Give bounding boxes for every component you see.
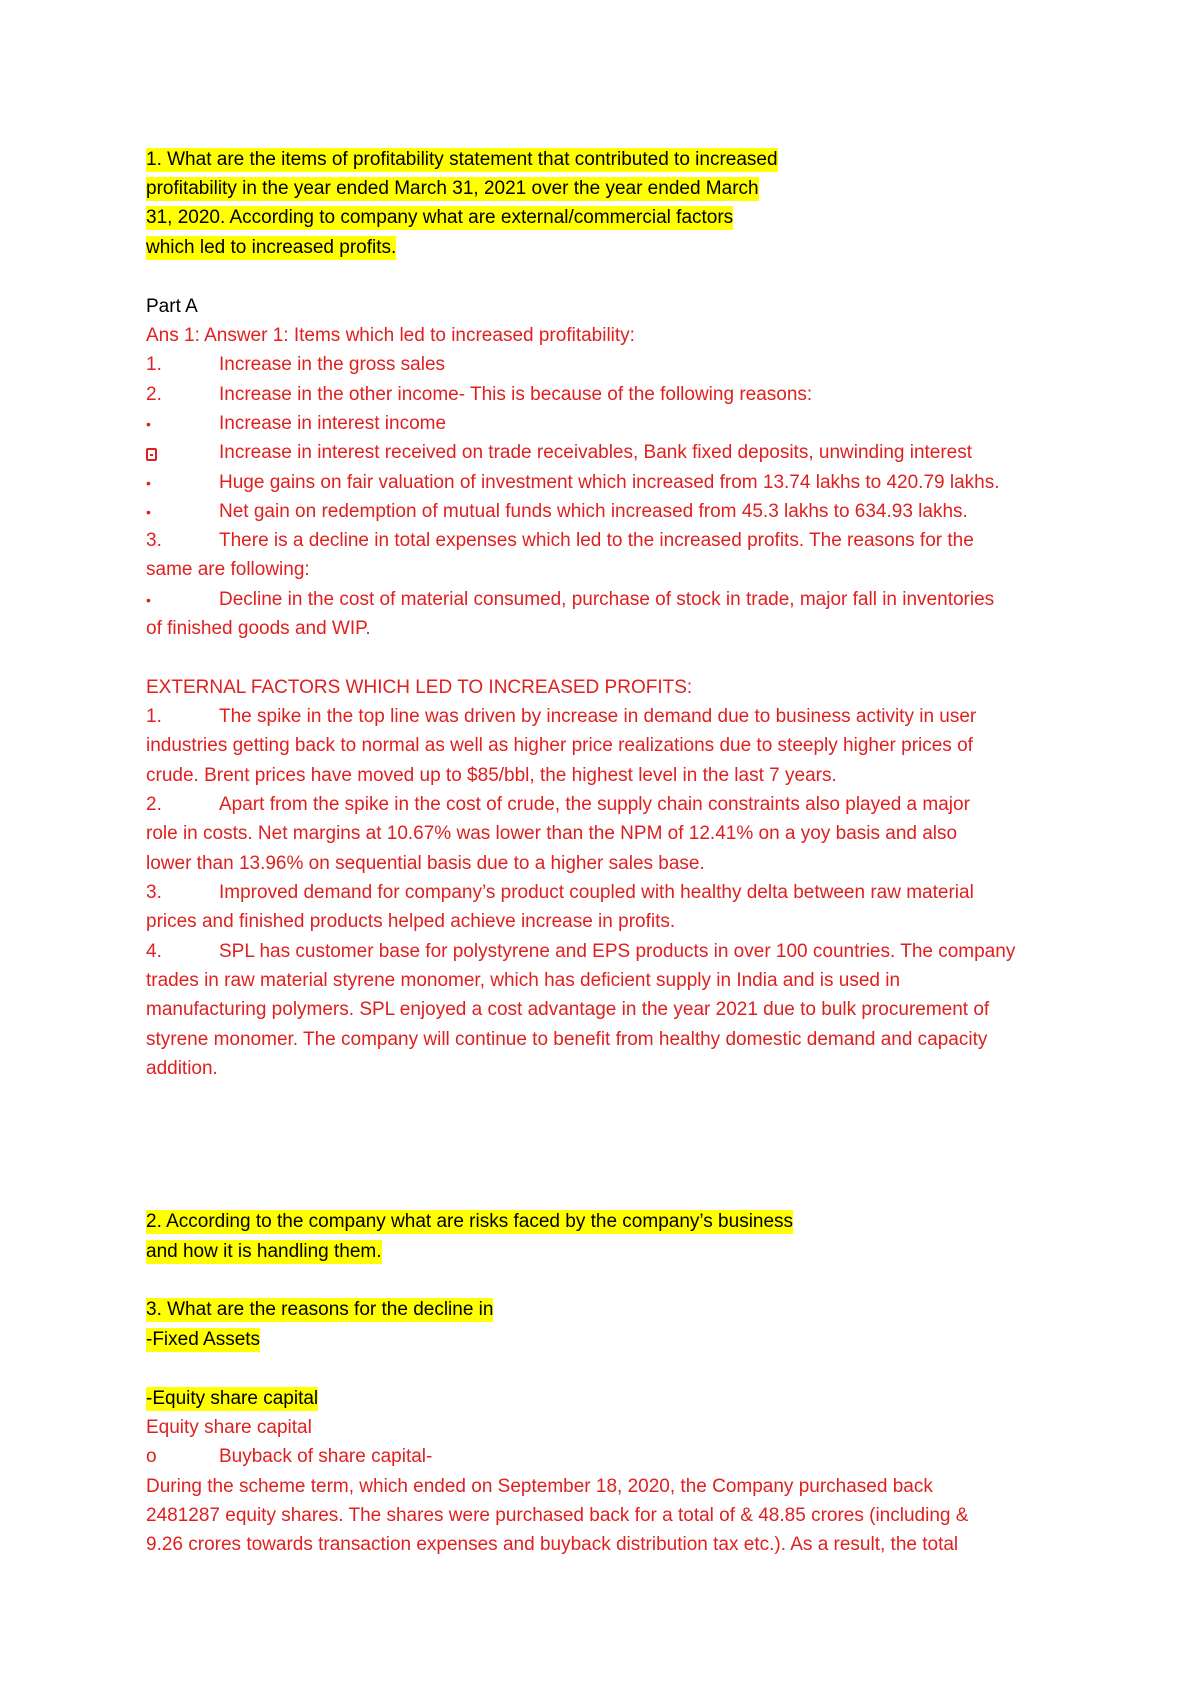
list-item: Huge gains on fair valuation of investment which increased from 13.74 lakhs to 420.79 lakhs. [219,472,1000,493]
paragraph-line: 2481287 equity shares. The shares were purchased back for a total of & 48.85 crores (including & [146,1505,969,1526]
list-marker: 2. [146,794,162,815]
paragraph-line: During the scheme term, which ended on September 18, 2020, the Company purchased back [146,1476,933,1497]
list-item-continuation: industries getting back to normal as well as higher price realizations due to steeply higher prices of [146,735,973,756]
list-marker: 4. [146,941,162,962]
bullet-icon: • [146,592,151,608]
list-item: Buyback of share capital- [219,1446,433,1467]
circle-bullet-icon: o [146,1446,157,1467]
list-item-continuation: trades in raw material styrene monomer, which has deficient supply in India and is used in [146,970,901,991]
list-item: Net gain on redemption of mutual funds which increased from 45.3 lakhs to 634.93 lakhs. [219,501,968,522]
q1-line: 1. What are the items of profitability statement that contributed to increased [146,149,778,170]
answer-intro: Ans 1: Answer 1: Items which led to increased profitability: [146,325,635,346]
list-item: Apart from the spike in the cost of crude, the supply chain constraints also played a major [219,794,970,815]
list-marker: 3. [146,882,162,903]
bullet-icon: • [146,504,151,520]
list-item: There is a decline in total expenses which led to the increased profits. The reasons for the [219,530,974,551]
list-marker: 3. [146,530,162,551]
list-item-continuation: same are following: [146,559,310,580]
paragraph-line: 9.26 crores towards transaction expenses and buyback distribution tax etc.). As a result, the total [146,1534,959,1555]
equity-heading: Equity share capital [146,1417,312,1438]
q3-line: -Fixed Assets [146,1329,261,1350]
q3-equity-line: -Equity share capital [146,1388,319,1409]
list-item: Decline in the cost of material consumed, purchase of stock in trade, major fall in inventories [219,589,995,610]
list-item-continuation: styrene monomer. The company will continue to benefit from healthy domestic demand and capacity [146,1029,988,1050]
list-item-continuation: role in costs. Net margins at 10.67% was lower than the NPM of 12.41% on a yoy basis and also [146,823,958,844]
list-item-continuation: prices and finished products helped achieve increase in profits. [146,911,676,932]
list-item-continuation: of finished goods and WIP. [146,618,371,639]
bullet-icon: • [146,475,151,491]
bullet-icon: • [146,416,151,432]
list-marker: 2. [146,384,162,405]
list-item-continuation: manufacturing polymers. SPL enjoyed a cost advantage in the year 2021 due to bulk procurement of [146,999,990,1020]
box-icon [146,441,157,465]
list-item: The spike in the top line was driven by increase in demand due to business activity in user [219,706,977,727]
list-item-continuation: crude. Brent prices have moved up to $85/bbl, the highest level in the last 7 years. [146,765,837,786]
section-heading: EXTERNAL FACTORS WHICH LED TO INCREASED PROFITS: [146,677,693,698]
q2-line: 2. According to the company what are risks faced by the company’s business [146,1211,794,1232]
list-item: Improved demand for company’s product coupled with healthy delta between raw material [219,882,974,903]
list-item: Increase in interest income [219,413,447,434]
q1-line: 31, 2020. According to company what are external/commercial factors [146,207,734,228]
q3-line: 3. What are the reasons for the decline in [146,1299,494,1320]
box-icon-glyph [146,448,157,461]
list-item-continuation: addition. [146,1058,218,1079]
part-a-label: Part A [146,296,198,317]
q1-line: profitability in the year ended March 31, 2021 over the year ended March [146,178,759,199]
list-marker: 1. [146,354,162,375]
list-item: Increase in the gross sales [219,354,446,375]
q1-line: which led to increased profits. [146,237,397,258]
list-item: Increase in the other income- This is because of the following reasons: [219,384,813,405]
list-marker: 1. [146,706,162,727]
q2-line: and how it is handling them. [146,1241,382,1262]
list-item: Increase in interest received on trade receivables, Bank fixed deposits, unwinding interest [219,442,973,463]
list-item: SPL has customer base for polystyrene and EPS products in over 100 countries. The company [219,941,1016,962]
list-item-continuation: lower than 13.96% on sequential basis due to a higher sales base. [146,853,705,874]
